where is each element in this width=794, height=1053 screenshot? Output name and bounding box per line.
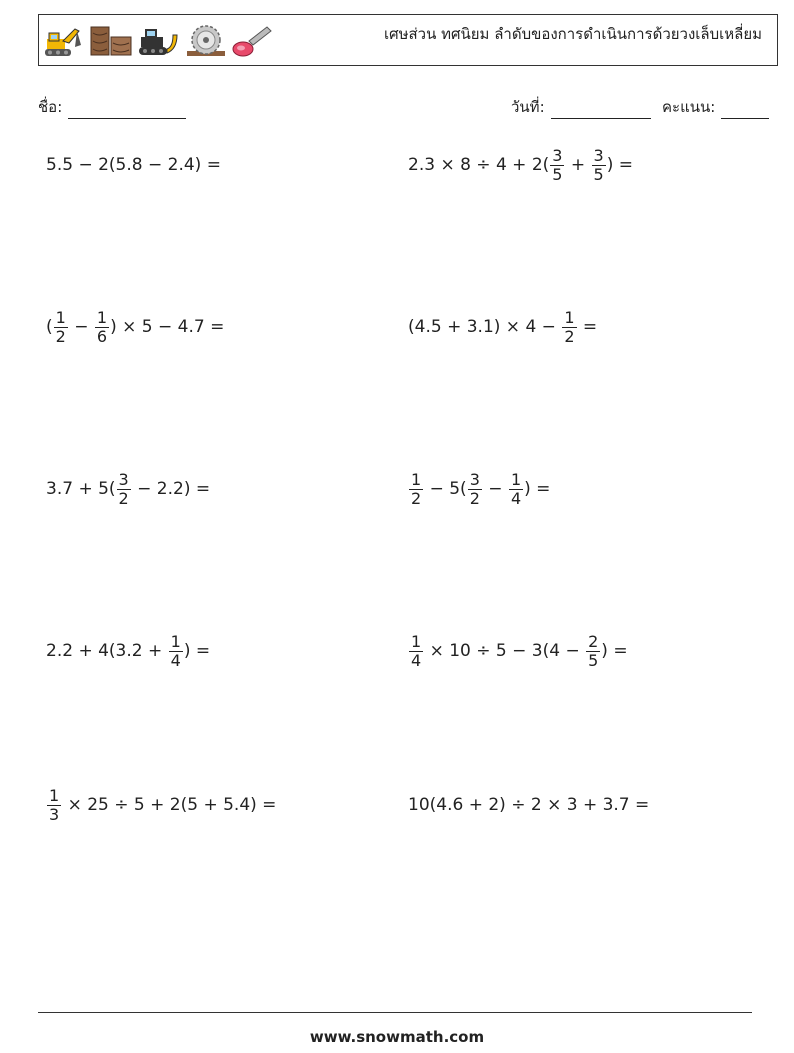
fraction bbox=[409, 633, 423, 670]
score-line[interactable] bbox=[721, 103, 769, 119]
expression-text: 10(4.6 + 2) ÷ 2 × 3 + 3.7 = bbox=[408, 795, 650, 815]
fraction-numerator: 2 bbox=[588, 631, 599, 651]
expression-text: ) × 5 − 4.7 = bbox=[110, 317, 225, 337]
expression-text: ) = bbox=[183, 641, 211, 661]
fraction-denominator: 4 bbox=[411, 650, 422, 670]
fraction-numerator: 1 bbox=[411, 469, 422, 489]
fraction bbox=[586, 633, 600, 670]
problem-10 bbox=[408, 780, 649, 830]
excavator-icon bbox=[43, 23, 85, 59]
fraction-denominator: 5 bbox=[588, 650, 599, 670]
problem-3 bbox=[46, 302, 224, 352]
fraction-denominator: 2 bbox=[411, 488, 422, 508]
name-line[interactable] bbox=[68, 103, 186, 119]
expression-text: − bbox=[68, 317, 94, 337]
fraction bbox=[562, 309, 576, 346]
fraction bbox=[54, 309, 68, 346]
expression-text: ) = bbox=[524, 479, 551, 499]
expression-text: ) = bbox=[606, 155, 633, 175]
fraction-numerator: 1 bbox=[170, 631, 181, 651]
fraction-denominator: 2 bbox=[564, 326, 575, 346]
fraction-numerator: 3 bbox=[118, 469, 129, 489]
fraction-numerator: 1 bbox=[411, 631, 422, 651]
worksheet-header bbox=[38, 14, 778, 66]
problem-6 bbox=[408, 464, 550, 514]
footer-divider bbox=[38, 1012, 752, 1013]
expression-text: × 25 ÷ 5 + 2(5 + 5.4) = bbox=[62, 795, 277, 815]
fraction bbox=[468, 471, 482, 508]
fraction-denominator: 2 bbox=[469, 488, 480, 508]
expression-text: 5.5 − 2(5.8 − 2.4) = bbox=[46, 155, 221, 175]
name-label: ชื่อ: bbox=[38, 98, 63, 116]
fraction-numerator: 3 bbox=[469, 469, 480, 489]
header-icons bbox=[43, 19, 273, 63]
expression-text: 2.3 × 8 ÷ 4 + 2( bbox=[408, 155, 550, 175]
fraction bbox=[117, 471, 131, 508]
fraction-denominator: 3 bbox=[49, 804, 60, 824]
fraction-numerator: 1 bbox=[510, 469, 522, 489]
problem-7 bbox=[46, 626, 210, 676]
fraction bbox=[592, 147, 606, 184]
chainsaw-icon bbox=[231, 23, 273, 59]
date-label: วันที่: bbox=[511, 98, 545, 116]
fraction-numerator: 3 bbox=[593, 145, 604, 165]
fraction-denominator: 6 bbox=[96, 326, 108, 346]
footer-url: www.snowmath.com bbox=[309, 1028, 485, 1046]
expression-text: − bbox=[482, 479, 508, 499]
score-field bbox=[662, 95, 769, 119]
expression-text: − 5( bbox=[424, 479, 467, 499]
fraction-numerator: 1 bbox=[564, 307, 575, 327]
wood-log-icon bbox=[89, 23, 133, 59]
expression-text: 3.7 + 5( bbox=[46, 479, 116, 499]
fraction bbox=[550, 147, 564, 184]
name-field bbox=[38, 95, 186, 119]
fraction-denominator: 5 bbox=[552, 164, 563, 184]
score-label: คะแนน: bbox=[662, 98, 716, 116]
fraction bbox=[409, 471, 423, 508]
problem-4 bbox=[408, 302, 597, 352]
expression-text: × 10 ÷ 5 − 3(4 − bbox=[424, 641, 586, 661]
expression-text: ( bbox=[46, 317, 53, 337]
bulldozer-icon bbox=[137, 23, 181, 59]
fraction bbox=[169, 633, 183, 670]
problem-5 bbox=[46, 464, 210, 514]
problem-8 bbox=[408, 626, 628, 676]
problem-2 bbox=[408, 140, 633, 190]
fraction-numerator: 3 bbox=[552, 145, 563, 165]
date-line[interactable] bbox=[551, 103, 651, 119]
expression-text: = bbox=[577, 317, 598, 337]
expression-text: 2.2 + 4(3.2 + bbox=[46, 641, 168, 661]
fraction bbox=[95, 309, 109, 346]
fraction-numerator: 1 bbox=[55, 307, 66, 327]
date-field bbox=[511, 95, 651, 119]
expression-text: − 2.2) = bbox=[131, 479, 211, 499]
fraction-denominator: 2 bbox=[118, 488, 129, 508]
fraction-denominator: 4 bbox=[510, 488, 522, 508]
fraction-denominator: 5 bbox=[593, 164, 604, 184]
fraction-numerator: 1 bbox=[49, 785, 60, 805]
expression-text: (4.5 + 3.1) × 4 − bbox=[408, 317, 562, 337]
fraction-numerator: 1 bbox=[96, 307, 108, 327]
expression-text: + bbox=[565, 155, 591, 175]
circular-saw-icon bbox=[185, 23, 227, 59]
fraction bbox=[47, 787, 61, 824]
fraction-denominator: 4 bbox=[170, 650, 181, 670]
problem-9 bbox=[46, 780, 276, 830]
worksheet-title: เศษส่วน ทศนิยม ลำดับของการดำเนินการด้วยวงเล็บเหลี่ยม bbox=[383, 25, 763, 43]
expression-text: ) = bbox=[601, 641, 628, 661]
fraction bbox=[509, 471, 523, 508]
fraction-denominator: 2 bbox=[55, 326, 66, 346]
problem-1 bbox=[46, 140, 221, 190]
